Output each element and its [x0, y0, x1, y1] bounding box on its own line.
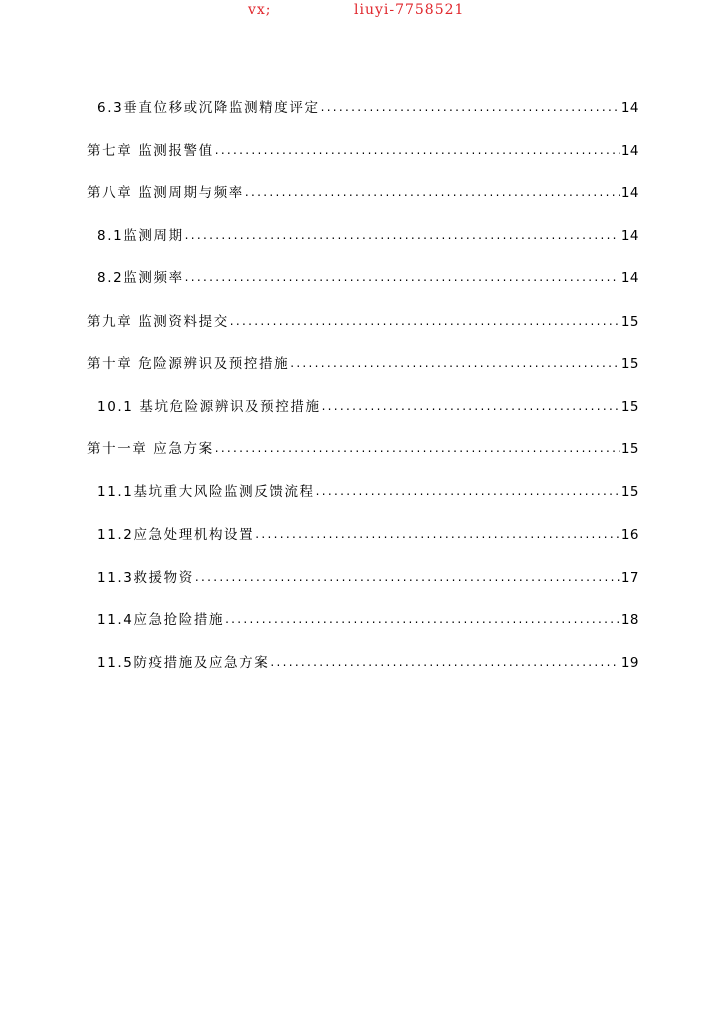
toc-entry-title: 第八章 监测周期与频率 — [87, 185, 244, 201]
toc-dot-leader — [316, 482, 620, 500]
toc-entry-chapter-9[interactable] — [87, 308, 639, 330]
toc-entry-11-1[interactable] — [97, 478, 639, 500]
toc-dot-leader — [195, 568, 620, 586]
toc-entry-title: 6.3垂直位移或沉降监测精度评定 — [97, 100, 320, 116]
toc-page-number: 14 — [620, 228, 639, 244]
toc-page-number: 15 — [620, 356, 639, 372]
toc-entry-11-5[interactable] — [97, 649, 639, 671]
toc-entry-title: 11.1基坑重大风险监测反馈流程 — [97, 484, 315, 500]
toc-page-number: 17 — [620, 570, 639, 586]
toc-dot-leader — [215, 439, 620, 457]
toc-dot-leader — [185, 268, 620, 286]
watermark-left-text: vx; — [248, 2, 272, 18]
toc-page-number: 15 — [620, 441, 639, 457]
toc-entry-11-3[interactable] — [97, 564, 639, 586]
toc-entry-11-4[interactable] — [97, 606, 639, 628]
toc-page-number: 14 — [620, 100, 639, 116]
toc-dot-leader — [270, 653, 619, 671]
toc-page-number: 14 — [620, 185, 639, 201]
toc-dot-leader — [225, 610, 620, 628]
toc-entry-title: 11.3救援物资 — [97, 570, 194, 586]
toc-entry-8-1[interactable] — [97, 222, 639, 244]
toc-page-number: 16 — [620, 527, 639, 543]
toc-entry-title: 第七章 监测报警值 — [87, 143, 214, 159]
toc-entry-11-2[interactable] — [97, 521, 639, 543]
toc-page-number: 15 — [620, 399, 639, 415]
toc-dot-leader — [290, 354, 620, 372]
toc-entry-10-1[interactable] — [97, 393, 639, 415]
toc-dot-leader — [255, 525, 620, 543]
toc-entry-6-3[interactable] — [97, 94, 639, 116]
toc-dot-leader — [215, 141, 620, 159]
toc-entry-title: 11.2应急处理机构设置 — [97, 527, 255, 543]
toc-page-number: 15 — [620, 484, 639, 500]
toc-entry-title: 第九章 监测资料提交 — [87, 314, 229, 330]
toc-dot-leader — [230, 312, 620, 330]
toc-entry-title: 8.2监测频率 — [97, 270, 184, 286]
toc-dot-leader — [321, 98, 620, 116]
toc-entry-8-2[interactable] — [97, 264, 639, 286]
toc-entry-chapter-10[interactable] — [87, 350, 639, 372]
toc-dot-leader — [322, 397, 620, 415]
toc-page-number: 14 — [620, 143, 639, 159]
toc-entry-chapter-7[interactable] — [87, 137, 639, 159]
toc-page-number: 18 — [620, 612, 639, 628]
toc-entry-title: 第十一章 应急方案 — [87, 441, 214, 457]
toc-dot-leader — [185, 226, 620, 244]
toc-page-number: 19 — [620, 655, 639, 671]
toc-entry-title: 11.5防疫措施及应急方案 — [97, 655, 270, 671]
toc-entry-title: 11.4应急抢险措施 — [97, 612, 225, 628]
toc-entry-chapter-11[interactable] — [87, 435, 639, 457]
toc-entry-chapter-8[interactable] — [87, 179, 639, 201]
toc-entry-title: 8.1监测周期 — [97, 228, 184, 244]
toc-page-number: 15 — [620, 314, 639, 330]
toc-entry-title: 10.1 基坑危险源辨识及预控措施 — [97, 399, 321, 415]
toc-entry-title: 第十章 危险源辨识及预控措施 — [87, 356, 290, 372]
watermark — [0, 0, 724, 22]
toc-dot-leader — [245, 183, 620, 201]
toc-page-number: 14 — [620, 270, 639, 286]
watermark-right-text: liuyi-7758521 — [354, 2, 465, 18]
